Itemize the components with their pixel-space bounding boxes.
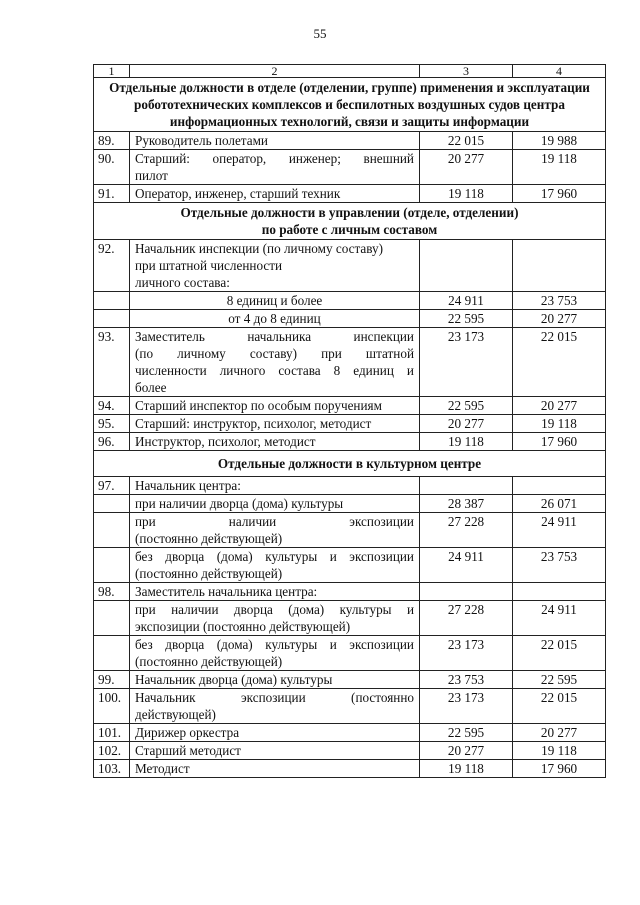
- position-name-line: Начальник инспекции (по личному составу): [135, 241, 384, 256]
- row-number: [94, 292, 130, 310]
- row-number: [94, 548, 130, 583]
- salary-col-4: 23 753: [513, 548, 606, 583]
- salary-table: [93, 64, 606, 778]
- salary-col-4: 19 118: [513, 415, 606, 433]
- salary-col-4: 19 118: [513, 742, 606, 760]
- position-name-line: (постоянно действующей): [135, 654, 283, 669]
- header-col-2: 2: [130, 65, 420, 78]
- row-number: 91.: [94, 185, 130, 203]
- table-row: [94, 742, 606, 760]
- position-name-line: численности личного состава 8 единиц и: [135, 363, 414, 378]
- salary-col-3: [420, 240, 513, 292]
- table-header-row: [94, 65, 606, 78]
- row-number: 89.: [94, 132, 130, 150]
- row-number: 92.: [94, 240, 130, 292]
- salary-col-4: 19 988: [513, 132, 606, 150]
- row-number: 93.: [94, 328, 130, 397]
- salary-col-4: 17 960: [513, 433, 606, 451]
- position-name: [130, 150, 420, 185]
- table-row: [94, 724, 606, 742]
- salary-col-3: 20 277: [420, 742, 513, 760]
- salary-col-3: 27 228: [420, 601, 513, 636]
- salary-col-3: 27 228: [420, 513, 513, 548]
- position-name: Старший инспектор по особым поручениям: [130, 397, 420, 415]
- row-number: [94, 310, 130, 328]
- position-name-line: (постоянно действующей): [135, 531, 283, 546]
- position-name-line: при штатной численности: [135, 258, 283, 273]
- position-name: Инструктор, психолог, методист: [130, 433, 420, 451]
- row-number: [94, 495, 130, 513]
- row-number: 97.: [94, 477, 130, 495]
- row-number: 94.: [94, 397, 130, 415]
- salary-col-3: 20 277: [420, 150, 513, 185]
- position-name-line: Заместитель начальника инспекции: [135, 329, 414, 344]
- row-number: 99.: [94, 671, 130, 689]
- table-row: [94, 310, 606, 328]
- salary-col-4: 17 960: [513, 760, 606, 778]
- header-col-4: 4: [513, 65, 606, 78]
- position-name: Старший: инструктор, психолог, методист: [130, 415, 420, 433]
- salary-col-3: 23 173: [420, 636, 513, 671]
- salary-col-4: 20 277: [513, 397, 606, 415]
- salary-col-3: 22 595: [420, 310, 513, 328]
- salary-col-3: [420, 583, 513, 601]
- position-name-line: при наличии дворца (дома) культуры и: [135, 602, 414, 617]
- position-name: Руководитель полетами: [130, 132, 420, 150]
- position-name-line: при наличии экспозиции: [135, 514, 414, 529]
- salary-col-4: [513, 477, 606, 495]
- position-name-line: действующей): [135, 707, 216, 722]
- salary-col-3: 24 911: [420, 292, 513, 310]
- position-name: Заместитель начальника центра:: [130, 583, 420, 601]
- table-row: [94, 415, 606, 433]
- table-row: [94, 671, 606, 689]
- position-subitem: [130, 636, 420, 671]
- table-row: [94, 513, 606, 548]
- table-row: [94, 689, 606, 724]
- salary-col-3: 22 595: [420, 397, 513, 415]
- position-name-line: без дворца (дома) культуры и экспозиции: [135, 549, 414, 564]
- row-number: 96.: [94, 433, 130, 451]
- row-number: 95.: [94, 415, 130, 433]
- table-row: [94, 601, 606, 636]
- salary-col-4: 22 015: [513, 328, 606, 397]
- position-name: Оператор, инженер, старший техник: [130, 185, 420, 203]
- table-row: [94, 760, 606, 778]
- section-row: [94, 203, 606, 240]
- table-row: [94, 477, 606, 495]
- row-number: 101.: [94, 724, 130, 742]
- table-row: [94, 185, 606, 203]
- row-number: 103.: [94, 760, 130, 778]
- table-row: [94, 548, 606, 583]
- position-subitem: [130, 601, 420, 636]
- salary-col-4: 24 911: [513, 513, 606, 548]
- position-name-line: Начальник экспозиции (постоянно: [135, 690, 414, 705]
- section-heading-line: Отдельные должности в управлении (отделе, отделении): [180, 205, 519, 220]
- position-name: [130, 328, 420, 397]
- section-heading-robotics: Отдельные должности в отделе (отделении, группе) применения и эксплуатации робототехнических комплексов и беспилотных воздушных судов центра информационных технологий, связи и защиты информации: [94, 78, 606, 132]
- section-heading-culture: Отдельные должности в культурном центре: [94, 451, 606, 477]
- row-number: [94, 601, 130, 636]
- salary-col-3: 20 277: [420, 415, 513, 433]
- table-row: [94, 397, 606, 415]
- table-row: [94, 292, 606, 310]
- row-number: [94, 513, 130, 548]
- section-row: [94, 451, 606, 477]
- position-name: Методист: [130, 760, 420, 778]
- salary-col-4: [513, 583, 606, 601]
- table-row: [94, 132, 606, 150]
- salary-col-3: [420, 477, 513, 495]
- salary-col-3: 22 015: [420, 132, 513, 150]
- position-name: [130, 240, 420, 292]
- table-row: [94, 495, 606, 513]
- position-name-line: (по личному составу) при штатной: [135, 346, 414, 361]
- salary-col-4: 22 595: [513, 671, 606, 689]
- salary-col-4: 20 277: [513, 310, 606, 328]
- position-subitem: [130, 548, 420, 583]
- salary-col-3: 19 118: [420, 433, 513, 451]
- salary-col-4: 26 071: [513, 495, 606, 513]
- position-subitem: при наличии дворца (дома) культуры: [130, 495, 420, 513]
- position-name: Начальник центра:: [130, 477, 420, 495]
- salary-col-3: 23 173: [420, 689, 513, 724]
- salary-col-4: 23 753: [513, 292, 606, 310]
- position-subitem: от 4 до 8 единиц: [130, 310, 420, 328]
- table-row: [94, 433, 606, 451]
- table-row: [94, 150, 606, 185]
- table-row: [94, 636, 606, 671]
- position-name-line: Старший: оператор, инженер; внешний: [135, 151, 414, 166]
- salary-col-4: 19 118: [513, 150, 606, 185]
- position-subitem: 8 единиц и более: [130, 292, 420, 310]
- header-col-1: 1: [94, 65, 130, 78]
- position-name-line: экспозиции (постоянно действующей): [135, 619, 351, 634]
- position-name-line: личного состава:: [135, 275, 230, 290]
- salary-col-4: 17 960: [513, 185, 606, 203]
- position-name-line: более: [135, 380, 167, 395]
- position-name: Старший методист: [130, 742, 420, 760]
- row-number: 90.: [94, 150, 130, 185]
- salary-col-3: 23 753: [420, 671, 513, 689]
- section-row: [94, 78, 606, 132]
- position-name-line: без дворца (дома) культуры и экспозиции: [135, 637, 414, 652]
- row-number: 102.: [94, 742, 130, 760]
- position-name: Начальник дворца (дома) культуры: [130, 671, 420, 689]
- salary-col-4: 22 015: [513, 636, 606, 671]
- salary-col-3: 19 118: [420, 760, 513, 778]
- salary-col-4: 22 015: [513, 689, 606, 724]
- row-number: [94, 636, 130, 671]
- position-name: Дирижер оркестра: [130, 724, 420, 742]
- page-number: 55: [313, 26, 327, 41]
- table-row: [94, 583, 606, 601]
- salary-col-3: 24 911: [420, 548, 513, 583]
- salary-col-3: 19 118: [420, 185, 513, 203]
- position-name: [130, 689, 420, 724]
- salary-col-4: [513, 240, 606, 292]
- position-subitem: [130, 513, 420, 548]
- table-row: [94, 328, 606, 397]
- salary-col-4: 24 911: [513, 601, 606, 636]
- section-heading-line: по работе с личным составом: [261, 222, 438, 237]
- position-name-line: (постоянно действующей): [135, 566, 283, 581]
- header-col-3: 3: [420, 65, 513, 78]
- position-name-line: пилот: [135, 168, 168, 183]
- row-number: 100.: [94, 689, 130, 724]
- salary-col-3: 28 387: [420, 495, 513, 513]
- row-number: 98.: [94, 583, 130, 601]
- table-row: [94, 240, 606, 292]
- section-heading-personnel: [94, 203, 606, 240]
- salary-col-4: 20 277: [513, 724, 606, 742]
- salary-col-3: 22 595: [420, 724, 513, 742]
- salary-col-3: 23 173: [420, 328, 513, 397]
